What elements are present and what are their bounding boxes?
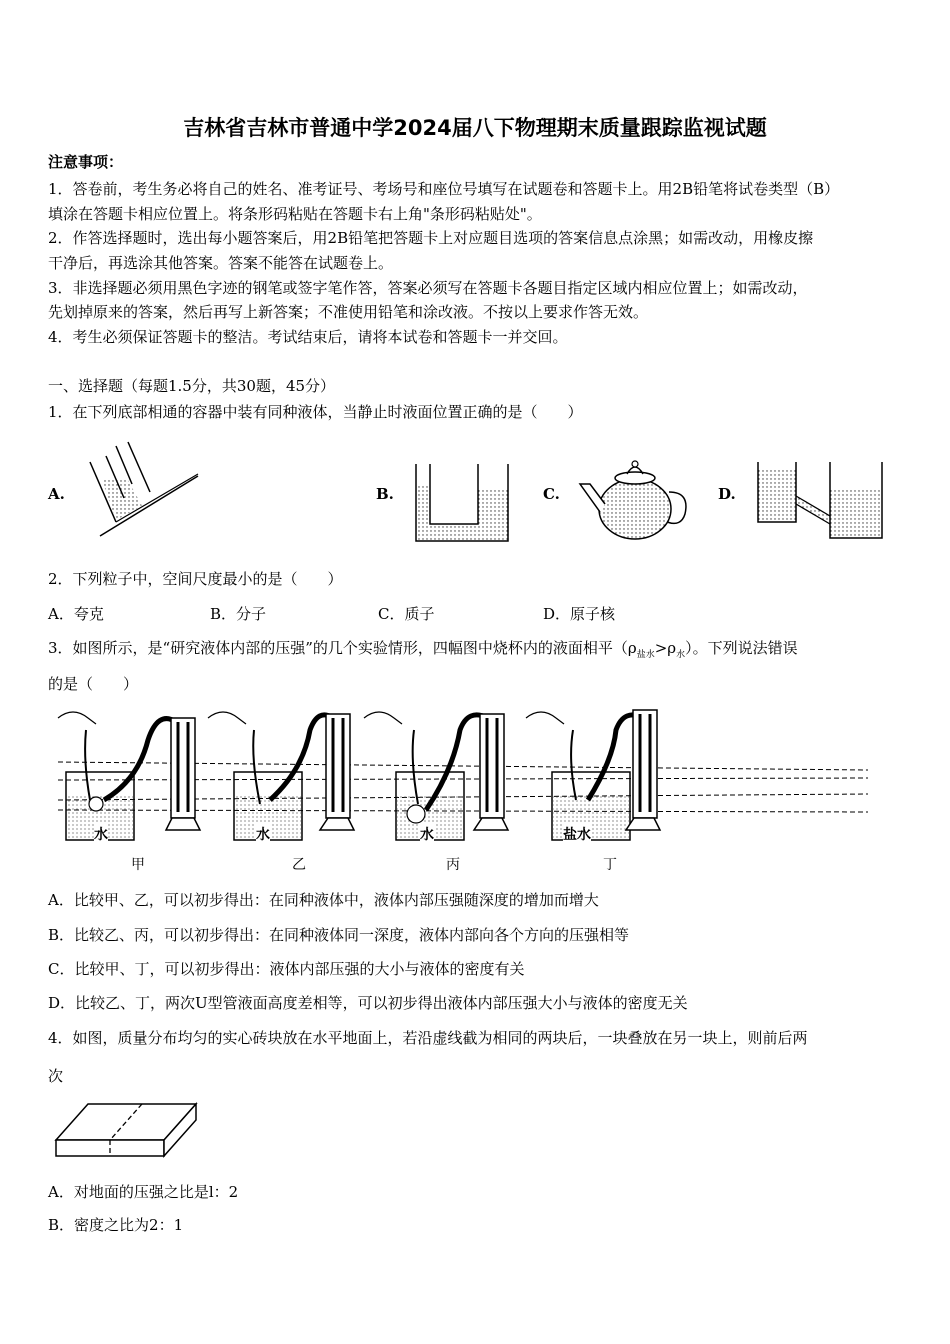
q4-stem-line1: 4．如图，质量分布均匀的实心砖块放在水平地面上，若沿虚线截为相同的两块后，一块叠放在另一块上，则前后两 xyxy=(48,1029,808,1047)
q2-option: A．夸克 xyxy=(48,605,104,623)
q1-label-a: A. xyxy=(48,485,65,503)
notice-line: 3．非选择题必须用黑色字迹的钢笔或签字笔作答，答案必须写在答题卡各题目指定区域内相应位置上；如需改动， xyxy=(48,279,808,297)
notice-line: 干净后，再选涂其他答案。答案不能答在试题卷上。 xyxy=(48,254,394,272)
q2-option: B．分子 xyxy=(210,605,267,623)
q3-option: A．比较甲、乙，可以初步得出：在同种液体中，液体内部压强随深度的增加而增大 xyxy=(48,891,599,909)
apparatus-ding xyxy=(526,710,660,840)
beaker-label: 盐水 xyxy=(563,824,591,844)
section-heading: 一、选择题（每题1.5分，共30题，45分） xyxy=(48,377,336,395)
figure-caption: 丁 xyxy=(603,857,617,873)
figure-q4-brick xyxy=(52,1100,202,1162)
q4-option: A．对地面的压强之比是l：2 xyxy=(48,1183,239,1201)
q1-stem: 1．在下列底部相通的容器中装有同种液体，当静止时液面位置正确的是（ ） xyxy=(48,403,583,421)
q1-label-b: B. xyxy=(376,485,394,503)
page-title: 吉林省吉林市普通中学2024届八下物理期末质量跟踪监视试题 xyxy=(183,116,767,140)
figure-caption: 丙 xyxy=(446,857,460,873)
apparatus-jia xyxy=(58,712,200,840)
figure-c-teapot xyxy=(575,452,695,547)
q3-option: C．比较甲、丁，可以初步得出：液体内部压强的大小与液体的密度有关 xyxy=(48,960,525,978)
q3-stem-line1: 3．如图所示，是“研究液体内部的压强”的几个实验情形，四幅图中烧杯内的液面相平$(\rho_{盐水}>\rho_水)$。下列说法错误 xyxy=(48,639,798,660)
q2-stem: 2．下列粒子中，空间尺度最小的是（ ） xyxy=(48,570,343,588)
figure-q3-pressure-experiments xyxy=(48,700,878,850)
q1-label-d: D. xyxy=(718,485,736,503)
q3-option: D．比较乙、丁，两次U型管液面高度差相等，可以初步得出液体内部压强大小与液体的密度无关 xyxy=(48,994,688,1012)
apparatus-yi xyxy=(208,712,354,840)
q3-option: B．比较乙、丙，可以初步得出：在同种液体同一深度，液体内部向各个方向的压强相等 xyxy=(48,926,630,944)
q2-option: C．质子 xyxy=(378,605,435,623)
notice-line: 先划掉原来的答案，然后再写上新答案；不准使用铅笔和涂改液。不按以上要求作答无效。 xyxy=(48,303,649,321)
figure-caption: 甲 xyxy=(131,857,145,873)
q2-option: D．原子核 xyxy=(543,605,616,623)
figure-d-two-containers xyxy=(750,458,890,543)
notice-line: 2．作答选择题时，选出每小题答案后，用2B铅笔把答题卡上对应题目选项的答案信息点涂黑；如需改动，用橡皮擦 xyxy=(48,229,814,247)
beaker-label: 水 xyxy=(420,824,434,844)
apparatus-bing xyxy=(364,712,508,840)
notice-line: 填涂在答题卡相应位置上。将条形码粘贴在答题卡右上角"条形码粘贴处"。 xyxy=(48,205,542,223)
q4-option: B．密度之比为2：1 xyxy=(48,1216,184,1234)
figure-b-u-container xyxy=(410,458,515,548)
beaker-label: 水 xyxy=(94,824,108,844)
q1-label-c: C. xyxy=(543,485,560,503)
q4-stem-line2: 次 xyxy=(48,1067,64,1085)
beaker-label: 水 xyxy=(256,824,270,844)
q3-stem-line2: 的是（ ） xyxy=(48,675,139,693)
notice-line: 4．考生必须保证答题卡的整洁。考试结束后，请将本试卷和答题卡一并交回。 xyxy=(48,328,568,346)
figure-caption: 乙 xyxy=(292,857,306,873)
figure-a-slanted-container xyxy=(80,440,200,540)
notice-heading: 注意事项： xyxy=(48,153,124,171)
notice-line: 1．答卷前，考生务必将自己的姓名、准考证号、考场号和座位号填写在试题卷和答题卡上。用2B铅笔将试卷类型（B） xyxy=(48,180,840,198)
